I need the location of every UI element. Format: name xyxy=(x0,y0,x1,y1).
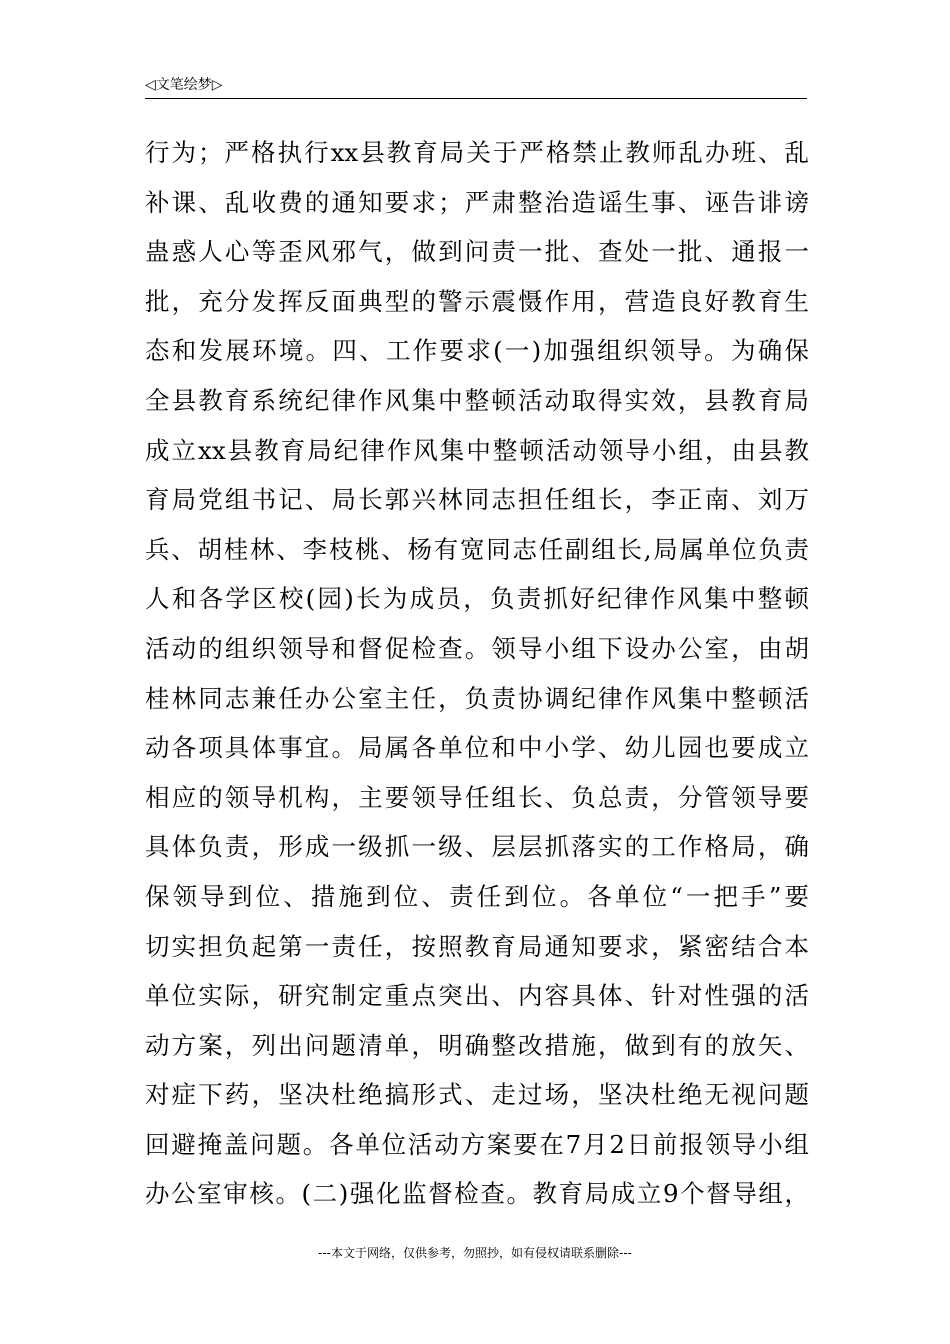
text-line-15: 具体负责，形成一级抓一级、层层抓落实的工作格局，确 xyxy=(145,832,809,862)
text-line-5: 态和发展环境。四、工作要求(一)加强组织领导。为确保 xyxy=(145,336,809,366)
text-line-19: 动方案，列出问题清单，明确整改措施，做到有的放矢、 xyxy=(145,1030,809,1060)
text-line-1: 行为；严格执行xx县教育局关于严格禁止教师乱办班、乱 xyxy=(145,138,809,167)
text-line-2: 补课、乱收费的通知要求；严肃整治造谣生事、诬告诽谤 xyxy=(145,187,809,217)
header-title: ◁文笔绘梦▷ xyxy=(145,77,223,93)
page-header xyxy=(145,74,807,99)
text-line-10: 人和各学区校(园)长为成员，负责抓好纪律作风集中整顿 xyxy=(145,584,809,614)
text-line-4: 批，充分发挥反面典型的警示震慑作用，营造良好教育生 xyxy=(145,286,809,316)
text-line-12: 桂林同志兼任办公室主任，负责协调纪律作风集中整顿活 xyxy=(145,683,809,713)
text-line-6: 全县教育系统纪律作风集中整顿活动取得实效，县教育局 xyxy=(145,385,809,415)
text-line-18: 单位实际，研究制定重点突出、内容具体、针对性强的活 xyxy=(145,981,809,1011)
text-line-11: 活动的组织领导和督促检查。领导小组下设办公室，由胡 xyxy=(145,633,809,663)
text-line-8: 育局党组书记、局长郭兴林同志担任组长，李正南、刘万 xyxy=(145,485,809,515)
text-line-21: 回避掩盖问题。各单位活动方案要在7月2日前报领导小组 xyxy=(145,1129,809,1159)
text-line-7: 成立xx县教育局纪律作风集中整顿活动领导小组，由县教 xyxy=(145,435,809,465)
text-line-20: 对症下药，坚决杜绝搞形式、走过场，坚决杜绝无视问题 xyxy=(145,1080,809,1110)
text-line-9: 兵、胡桂林、李枝桃、杨有宽同志任副组长,局属单位负责 xyxy=(145,534,809,564)
text-line-3: 蛊惑人心等歪风邪气，做到问责一批、查处一批、通报一 xyxy=(145,237,809,267)
document-body xyxy=(145,128,809,1219)
text-line-16: 保领导到位、措施到位、责任到位。各单位“一把手”要 xyxy=(145,881,809,911)
text-line-14: 相应的领导机构，主要领导任组长、负总责，分管领导要 xyxy=(145,782,809,812)
page-footer: ---本文于网络，仅供参考，勿照抄，如有侵权请联系删除--- xyxy=(318,1246,632,1260)
text-line-22: 办公室审核。(二)强化监督检查。教育局成立9个督导组， xyxy=(145,1179,809,1209)
text-line-17: 切实担负起第一责任，按照教育局通知要求，紧密结合本 xyxy=(145,931,809,961)
text-line-13: 动各项具体事宜。局属各单位和中小学、幼儿园也要成立 xyxy=(145,733,809,763)
